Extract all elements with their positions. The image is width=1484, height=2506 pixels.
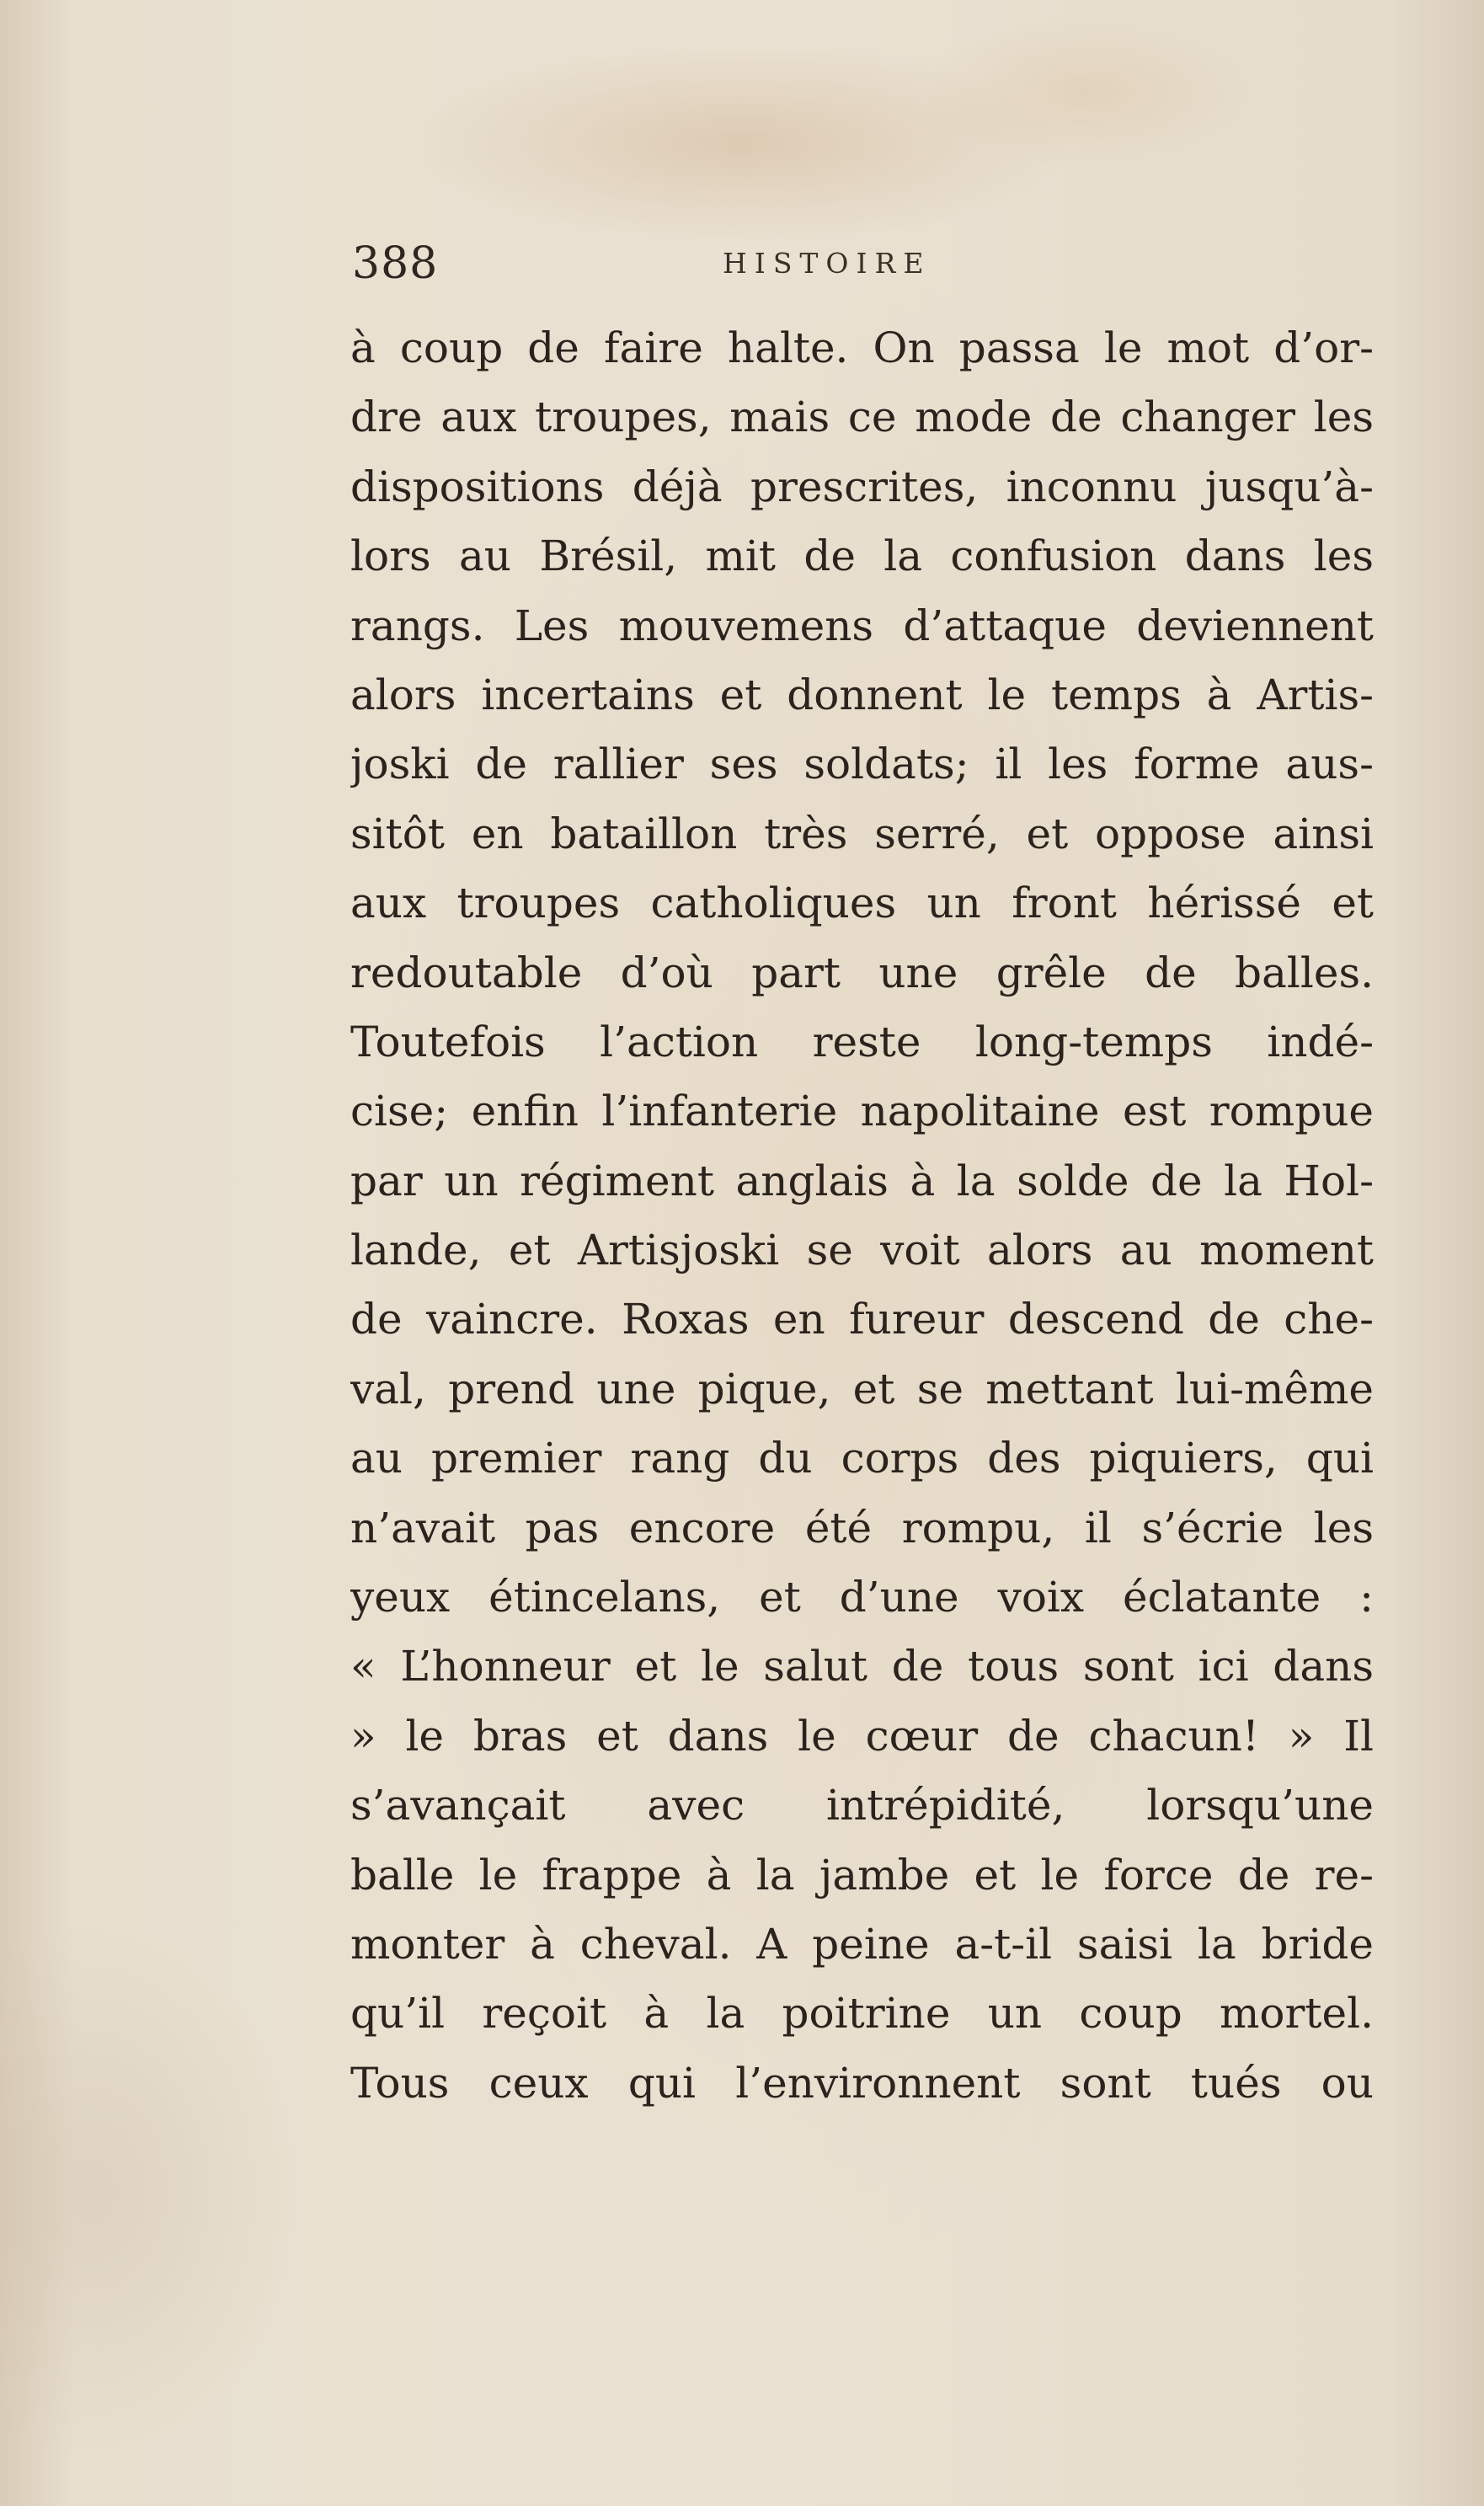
text-line: lors au Brésil, mit de la confusion dans les xyxy=(350,532,1374,581)
page-number: 388 xyxy=(352,238,439,289)
text-line: qu’il reçoit à la poitrine un coup mortel. xyxy=(350,1989,1374,2038)
body-text xyxy=(350,313,1374,2118)
text-line: lande, et Artisjoski se voit alors au moment xyxy=(350,1226,1374,1275)
text-line: à coup de faire halte. On passa le mot d’or- xyxy=(350,323,1374,372)
text-line: par un régiment anglais à la solde de la Hol- xyxy=(350,1156,1374,1205)
text-line: yeux étincelans, et d’une voix éclatante : xyxy=(350,1573,1374,1622)
text-line: n’avait pas encore été rompu, il s’écrie les xyxy=(350,1503,1374,1552)
text-line: monter à cheval. A peine a-t-il saisi la bride xyxy=(350,1919,1374,1969)
text-line: val, prend une pique, et se mettant lui-même xyxy=(350,1364,1374,1413)
text-line: s’avançait avec intrépidité, lorsqu’une xyxy=(350,1781,1374,1830)
text-line: dre aux troupes, mais ce mode de changer les xyxy=(350,393,1374,442)
text-line: dispositions déjà prescrites, inconnu jusqu’à- xyxy=(350,462,1374,511)
text-line: au premier rang du corps des piquiers, qui xyxy=(350,1434,1374,1483)
text-line: joski de rallier ses soldats; il les forme aus- xyxy=(350,740,1374,789)
text-line: balle le frappe à la jambe et le force de re- xyxy=(350,1850,1374,1900)
text-line: Toutefois l’action reste long-temps indé- xyxy=(350,1017,1374,1066)
text-line: de vaincre. Roxas en fureur descend de che- xyxy=(350,1295,1374,1344)
text-line: « L’honneur et le salut de tous sont ici dans xyxy=(350,1642,1374,1691)
page-header xyxy=(352,238,1380,297)
text-line: alors incertains et donnent le temps à Artis- xyxy=(350,670,1374,719)
text-line: rangs. Les mouvemens d’attaque deviennent xyxy=(350,601,1374,650)
text-line: aux troupes catholiques un front hérissé et xyxy=(350,879,1374,928)
text-line: Tous ceux qui l’environnent sont tués ou xyxy=(350,2058,1374,2108)
text-line: sitôt en bataillon très serré, et oppose ainsi xyxy=(350,809,1374,858)
text-line: » le bras et dans le cœur de chacun! » Il xyxy=(350,1711,1374,1761)
running-title: HISTOIRE xyxy=(723,247,932,280)
text-line: redoutable d’où part une grêle de balles. xyxy=(350,948,1374,997)
text-line: cise; enfin l’infanterie napolitaine est rompue xyxy=(350,1087,1374,1136)
